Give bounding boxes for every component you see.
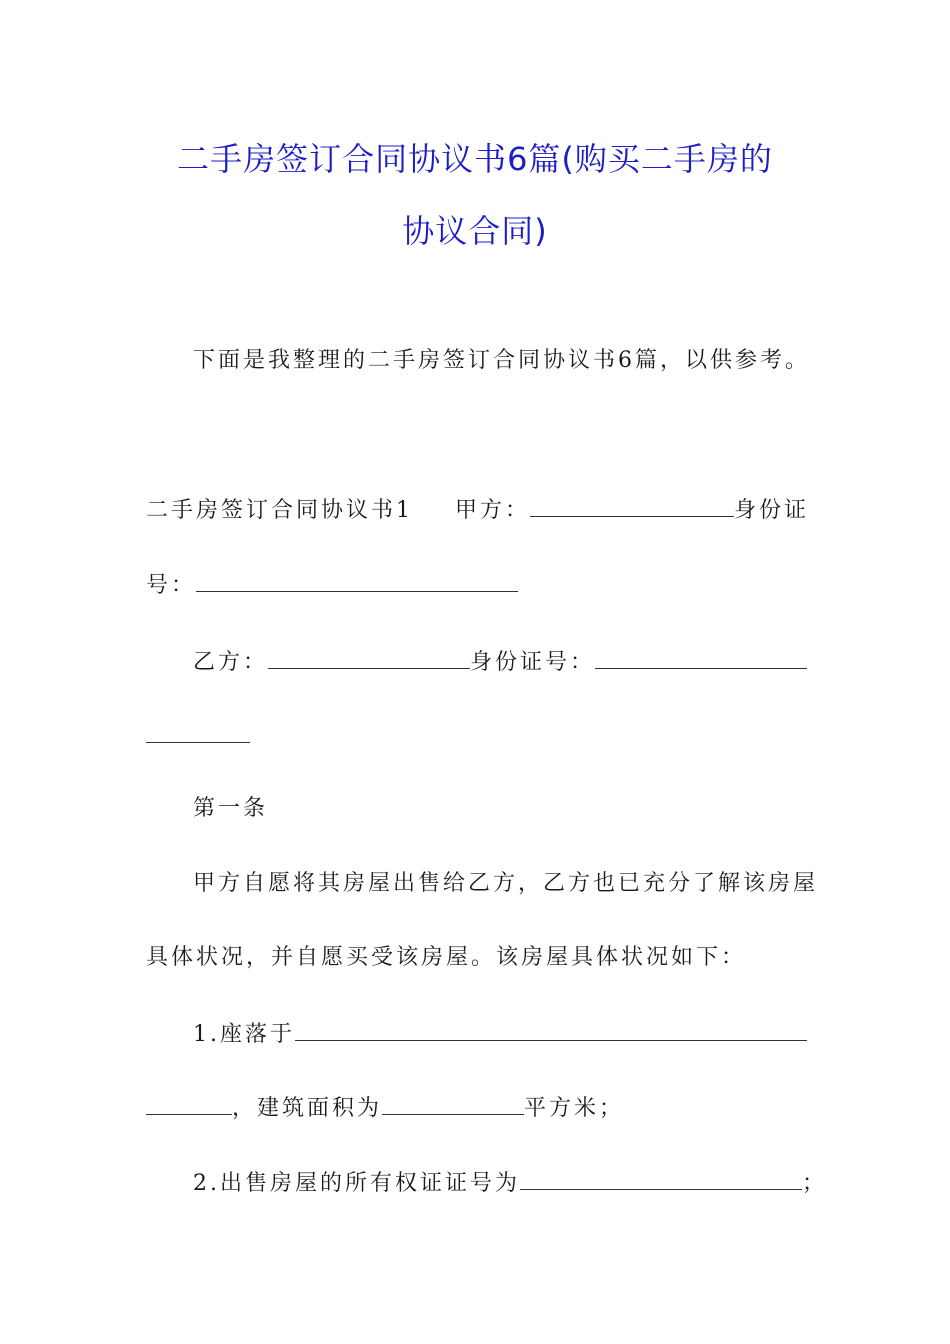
party-b-blank: [268, 646, 470, 669]
item-1-line: [193, 1018, 807, 1050]
party-a-id-label-cont: 号：: [146, 573, 197, 598]
item-2-line: [193, 1167, 827, 1199]
item-1-area-line: [146, 1092, 624, 1124]
party-b-id-label: 身份证号：: [470, 650, 596, 675]
party-a-id-label: 身份证: [734, 498, 810, 523]
item-1-area-unit: 平方米；: [524, 1096, 625, 1121]
article-1-para-line1: 甲方自愿将其房屋出售给乙方，乙方也已充分了解该房屋: [193, 871, 819, 896]
contract-heading-line: [146, 494, 809, 526]
article-1-heading: 第一条: [193, 796, 269, 821]
article-1-para-line2: 具体状况，并自愿买受该房屋。该房屋具体状况如下：: [146, 945, 747, 970]
document-title-line2: 协议合同): [402, 212, 548, 250]
intro-paragraph: 下面是我整理的二手房签订合同协议书6篇，以供参考。: [193, 348, 810, 373]
party-a-id-line: [146, 569, 518, 601]
item-2-certificate-blank: [520, 1167, 802, 1190]
item-1-area-blank: [382, 1092, 524, 1115]
item-2-prefix: 2.出售房屋的所有权证证号为: [193, 1171, 520, 1196]
document-title-line1: 二手房签订合同协议书6篇(购买二手房的: [177, 140, 773, 178]
item-1-prefix: 1.座落于: [193, 1022, 295, 1047]
party-b-id-continuation: [146, 720, 250, 752]
party-a-blank: [530, 494, 734, 517]
item-2-suffix: ；: [802, 1171, 828, 1196]
party-a-id-blank: [196, 569, 518, 592]
party-b-id-blank-cont: [146, 720, 250, 743]
party-b-line: [193, 646, 807, 678]
party-b-label: 乙方：: [193, 650, 269, 675]
party-a-label: 甲方：: [455, 498, 531, 523]
item-1-location-blank: [295, 1018, 807, 1041]
contract-heading: 二手房签订合同协议书1: [146, 498, 413, 523]
item-1-location-blank-cont: [146, 1092, 232, 1115]
party-b-id-blank: [595, 646, 807, 669]
item-1-area-prefix: ，建筑面积为: [232, 1096, 383, 1121]
